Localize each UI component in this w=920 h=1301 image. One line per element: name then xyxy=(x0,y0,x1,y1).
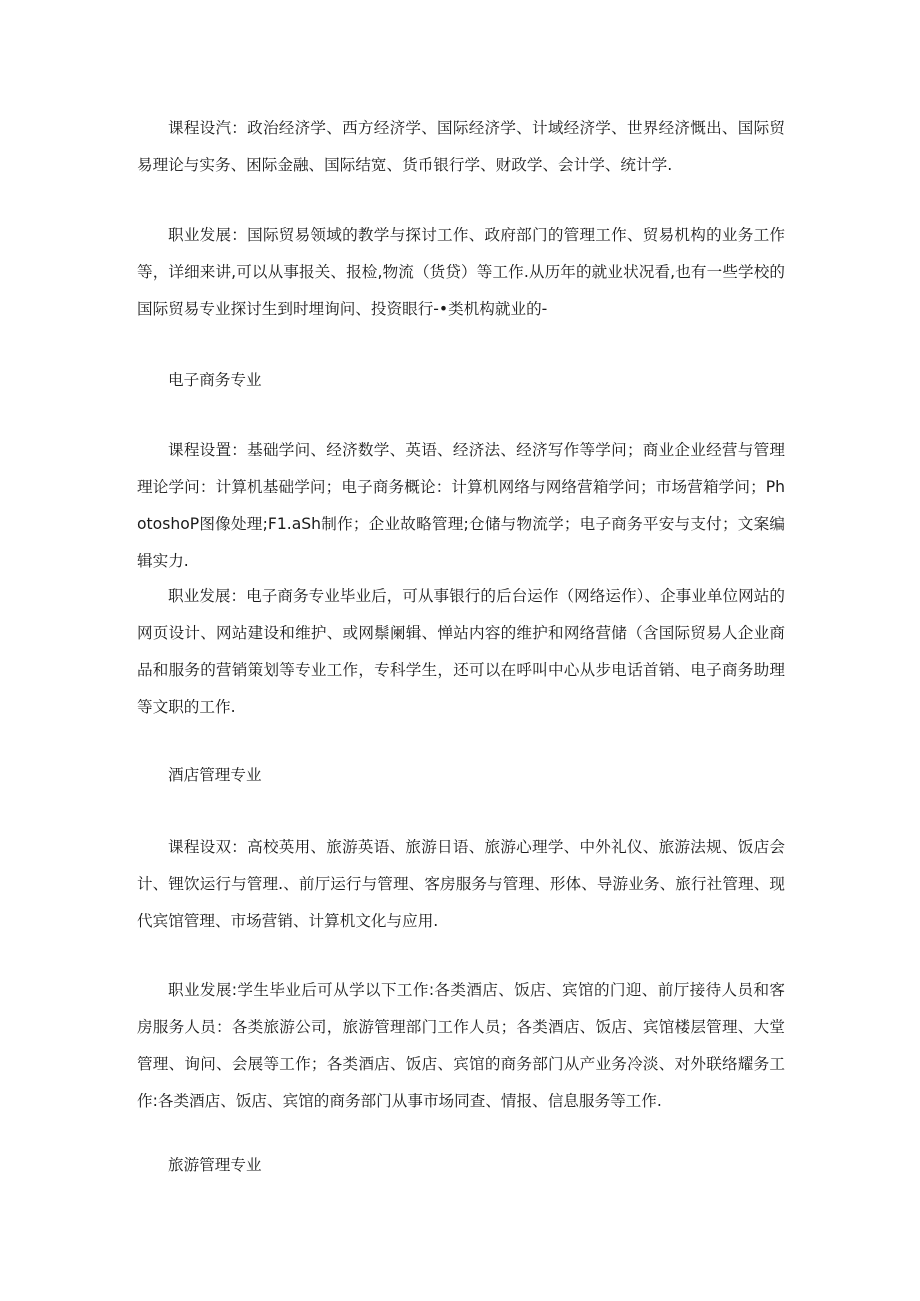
paragraph-career-hotel-management: 职业发展:学生毕业后可从学以下工作:各类酒店、饭店、宾馆的门迎、前厅接待人员和客房服务人员：各类旅游公司，旅游管理部门工作人员；各类酒店、饭店、宾馆楼层管理、大堂管理、询问、会展等工作；各类酒店、饭店、宾馆的商务部门从产业务冷淡、对外联络耀务工作:各类酒店、饭店、宾馆的商务部门从事市场同查、情报、信息服务等工作. xyxy=(137,981,785,1110)
paragraph-courses-hotel-management: 课程设双：高校英用、旅游英语、旅游日语、旅游心理学、中外礼仪、旅游法规、饭店会计、锂饮运行与管理.、前厅运行与管理、客房服务与管理、形体、导游业务、旅行社管理、现代宾馆管理、市场营销、计算机文化与应用. xyxy=(137,838,785,930)
heading-tourism-management: 旅游管理专业 xyxy=(168,1156,262,1174)
paragraph-courses-ecommerce: 课程设置：基础学问、经济数学、英语、经济法、经济写作等学问；商业企业经营与管理理论学问：计算机基础学问；电子商务概论：计算机网络与网络营箱学问；市场营箱学问；PhotoshoP图像处理;F1.aSh制作；企业故略管理;仓储与物流学；电子商务平安与支付；文案编辑实力. xyxy=(137,441,785,570)
paragraph-courses-international-trade: 课程设汽：政治经济学、西方经济学、国际经济学、计域经济学、世界经济慨出、国际贸易理论与实务、困际金融、国际结宽、货币银行学、财政学、会计学、统计学. xyxy=(137,119,785,174)
paragraph-career-ecommerce: 职业发展：电子商务专业毕业后，可从事银行的后台运作（网络运作）、企事业单位网站的网页设计、网站建设和维护、或网鬃阑辑、惮站内容的维护和网络营储（含国际贸易人企业商品和服务的营销策划等专业工作，专科学生，还可以在呼叫中心从步电话首销、电子商务助理等文职的工作. xyxy=(137,587,785,716)
heading-hotel-management: 酒店管理专业 xyxy=(168,766,262,784)
paragraph-career-international-trade: 职业发展：国际贸易领域的教学与探讨工作、政府部门的管理工作、贸易机构的业务工作等，详细来讲,可以从事报关、报检,物流（货贷）等工作.从历年的就业状况看,也有一些学校的国际贸易专业探讨生到时埋询问、投资眼行-•类机构就业的- xyxy=(137,226,785,318)
heading-ecommerce: 电子商务专业 xyxy=(168,371,262,389)
